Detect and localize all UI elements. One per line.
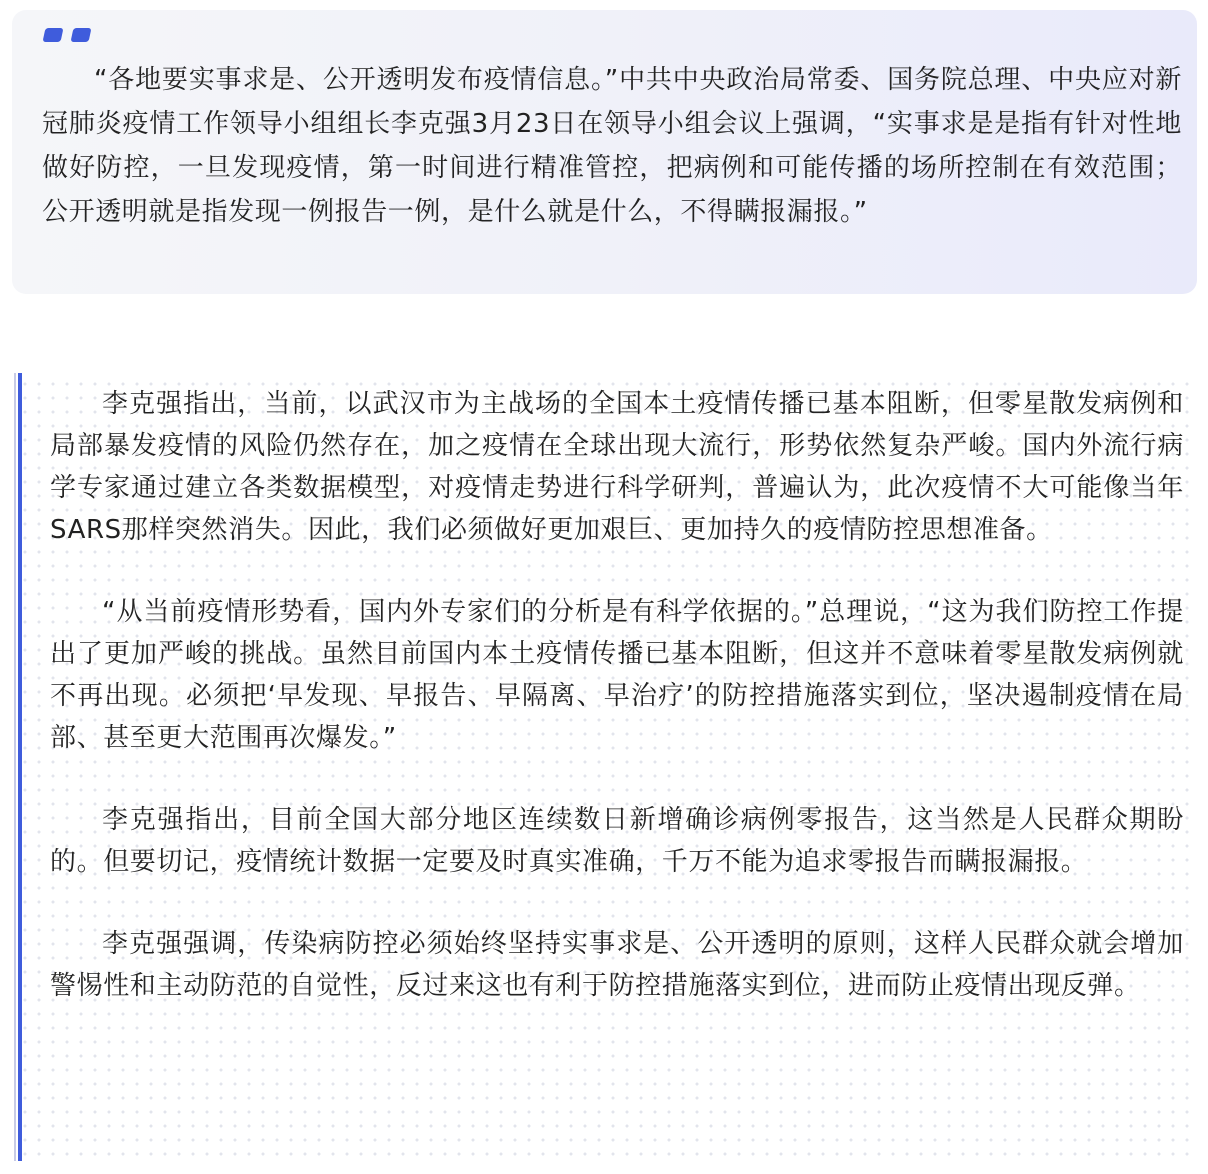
article-paragraph-1: 李克强指出，当前，以武汉市为主战场的全国本土疫情传播已基本阻断，但零星散发病例和局部暴发疫情的风险仍然存在，加之疫情在全球出现大流行，形势依然复杂严峻。国内外流行病学专家通过建立各类数据模型，对疫情走势进行科学研判，普遍认为，此次疫情不大可能像当年SARS那样突然消失。因此，我们必须做好更加艰巨、更加持久的疫情防控思想准备。 — [50, 389, 1184, 545]
article-paragraph-2: “从当前疫情形势看，国内外专家们的分析是有科学依据的。”总理说，“这为我们防控工作提出了更加严峻的挑战。虽然目前国内本土疫情传播已基本阻断，但这并不意味着零星散发病例就不再出现。必须把‘早发现、早报告、早隔离、早治疗’的防控措施落实到位，坚决遏制疫情在局部、甚至更大范围再次爆发。” — [50, 597, 1184, 753]
quote-mark-icon — [42, 28, 90, 46]
quote-card — [12, 10, 1197, 294]
article-paragraphs — [50, 383, 1184, 1047]
section-accent-bar — [14, 373, 22, 1161]
article-body — [14, 373, 1198, 1161]
quote-text: “各地要实事求是、公开透明发布疫情信息。”中共中央政治局常委、国务院总理、中央应对新冠肺炎疫情工作领导小组组长李克强3月23日在领导小组会议上强调，“实事求是是指有针对性地做好防控，一旦发现疫情，第一时间进行精准管控，把病例和可能传播的场所控制在有效范围；公开透明就是指发现一例报告一例，是什么就是什么，不得瞒报漏报。” — [42, 65, 1182, 227]
article-paragraph-3: 李克强指出，目前全国大部分地区连续数日新增确诊病例零报告，这当然是人民群众期盼的。但要切记，疫情统计数据一定要及时真实准确，千万不能为追求零报告而瞒报漏报。 — [50, 805, 1184, 877]
article-paragraph-4: 李克强强调，传染病防控必须始终坚持实事求是、公开透明的原则，这样人民群众就会增加警惕性和主动防范的自觉性，反过来这也有利于防控措施落实到位，进而防止疫情出现反弹。 — [50, 929, 1184, 1001]
